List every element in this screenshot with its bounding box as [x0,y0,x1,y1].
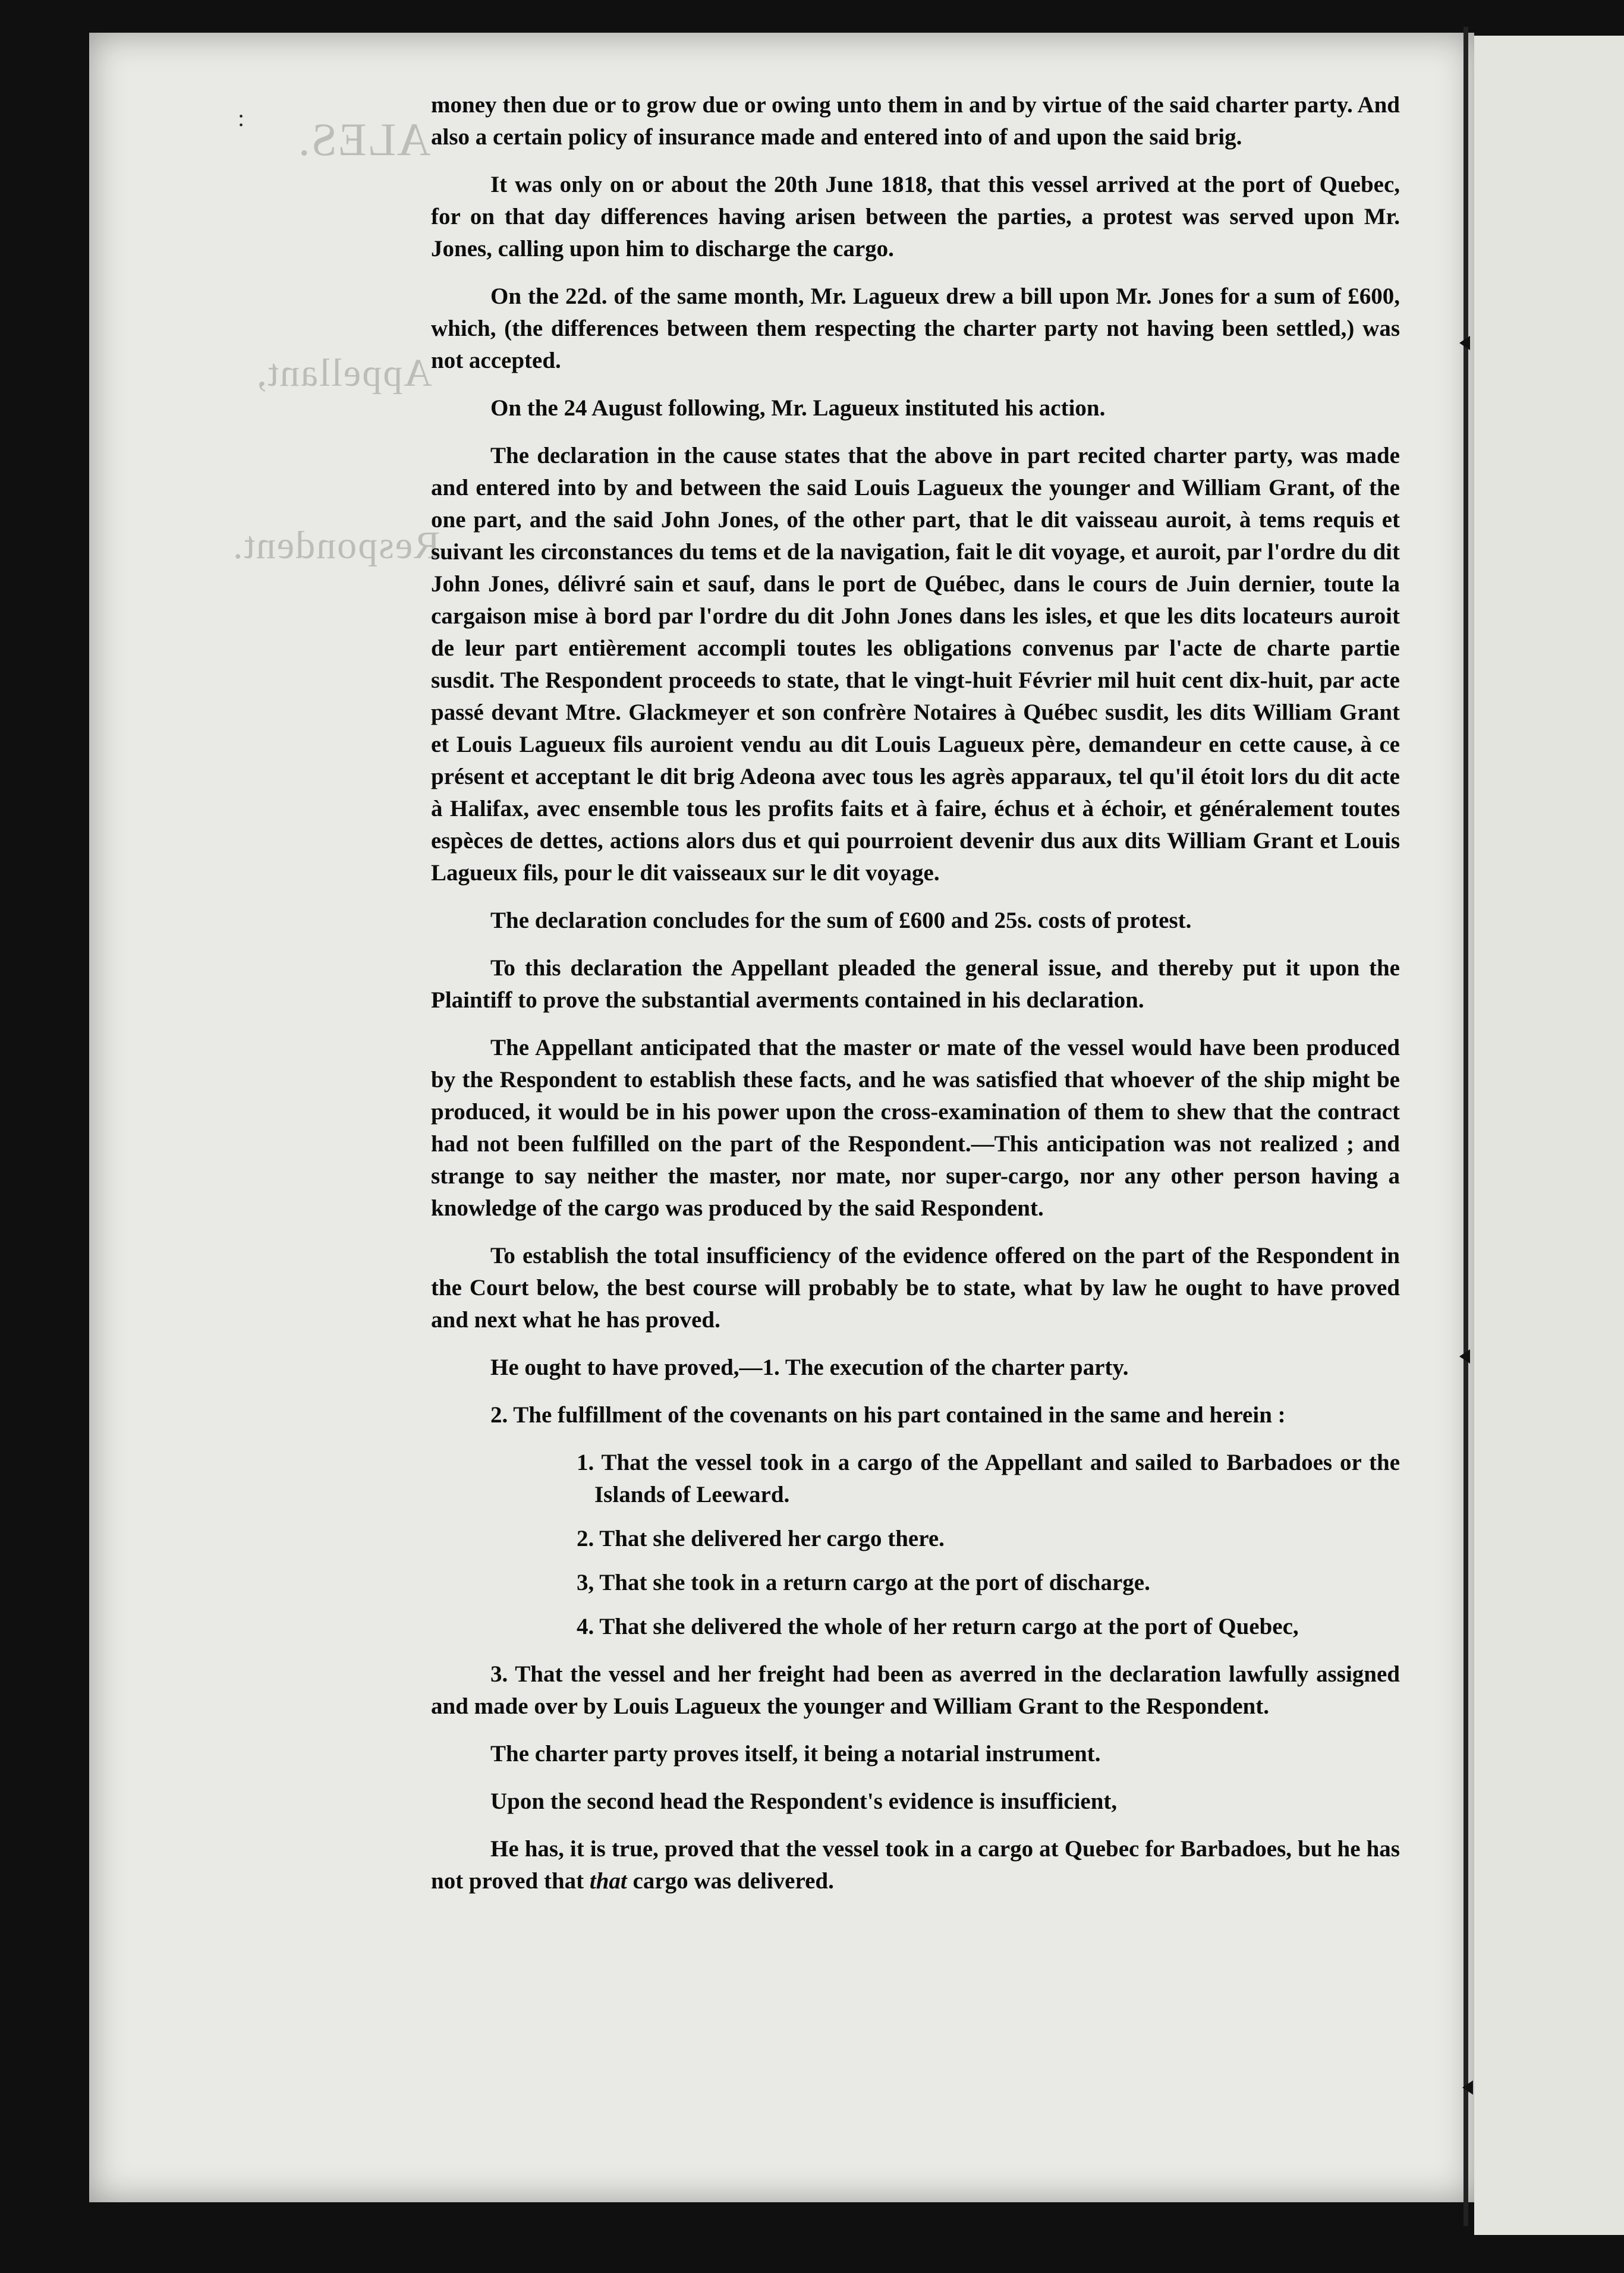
bleed-through-appellant: Appellant, [256,351,432,395]
margin-colon-mark: : [238,105,245,131]
bleed-through-title: ALES. [297,114,431,165]
gutter-arrow-marker [1462,2080,1473,2095]
gutter-arrow-marker [1459,336,1470,350]
paragraph: On the 22d. of the same month, Mr. Lagueux drew a bill upon Mr. Jones for a sum of £600, which, (the differences between them respecting the charter party not having been settled,) was not accepted. [431,284,1400,373]
paragraph: 2. The fulfillment of the covenants on his part contained in the same and herein : [490,1402,1286,1428]
list-item [431,1611,1400,1643]
paragraph: The Appellant anticipated that the master or mate of the vessel would have been produced by the Respondent to establish these facts, and he was satisfied that whoever of the ship might be produced, it would be in his power upon the cross-examination of them to shew that the contract had not been fulfilled on the part of the Respondent.—This anticipation was not realized ; and strange to say neither the master, nor mate, nor super-cargo, nor any other person having a knowledge of the cargo was produced by the said Respondent. [431,1035,1400,1221]
list-item-number: 4. [577,1614,594,1639]
paragraph: To this declaration the Appellant pleaded the general issue, and thereby put it upon the Plaintiff to prove the substantial averments contained in his declaration. [431,955,1400,1013]
paragraph: To establish the total insufficiency of the evidence offered on the part of the Respondent in the Court below, the best course will probably be to state, what by law he ought to have proved and next what he has proved. [431,1243,1400,1333]
list-item-text: That she delivered her cargo there. [599,1526,945,1551]
list-item-text: That she delivered the whole of her return cargo at the port of Quebec, [599,1614,1299,1639]
requirements-list [431,1447,1400,1643]
list-item [431,1447,1400,1511]
paragraph: 3. That the vessel and her freight had been as averred in the declaration lawfully assigned and made over by Louis Lagueux the younger and William Grant to the Respondent. [431,1661,1400,1719]
list-item [431,1567,1400,1599]
list-item-number: 1. [577,1450,594,1475]
list-item-number: 2. [577,1526,594,1551]
paragraph: The declaration concludes for the sum of £600 and 25s. costs of protest. [490,908,1192,933]
list-item-text: That the vessel took in a cargo of the Appellant and sailed to Barbadoes or the Islands of Leeward. [594,1450,1400,1507]
paragraph: It was only on or about the 20th June 1818, that this vessel arrived at the port of Quebec, for on that day differences having arisen between the parties, a protest was served upon Mr. Jones, calling upon him to discharge the cargo. [431,172,1400,262]
bleed-through-respondent: Respondent. [232,524,440,567]
list-item-text: That she took in a return cargo at the port of discharge. [599,1570,1150,1595]
document-body [431,89,1400,1913]
paragraph [431,1833,1400,1897]
final-text-end: cargo was delivered. [627,1868,834,1894]
list-item-number: 3, [577,1570,594,1595]
paragraph: On the 24 August following, Mr. Lagueux instituted his action. [490,395,1106,421]
paragraph: Upon the second head the Respondent's evidence is insufficient, [490,1789,1118,1814]
facing-page-edge [1474,36,1624,2235]
final-text-start: He has, it is true, proved that the vessel took in a cargo at Quebec for Barbadoes, but he has not proved that [431,1836,1400,1894]
emphasized-word: that [589,1868,627,1894]
paragraph: He ought to have proved,—1. The execution of the charter party. [490,1355,1129,1380]
paragraph: money then due or to grow due or owing unto them in and by virtue of the said charter party. And also a certain policy of insurance made and entered into of and upon the said brig. [431,92,1400,150]
paragraph: The charter party proves itself, it being a notarial instrument. [490,1741,1101,1767]
gutter-arrow-marker [1459,1349,1470,1364]
list-item [431,1523,1400,1555]
paragraph: The declaration in the cause states that the above in part recited charter party, was made and entered into by and between the said Louis Lagueux the younger and William Grant, of the one part, and the said John Jones, of the other part, that le dit vaisseau auroit, à tems requis et suivant les circonstances du tems et de la navigation, fait le dit voyage, et auroit, par l'ordre du dit John Jones, délivré sain et sauf, dans le port de Québec, dans le cours de Juin dernier, toute la cargaison mise à bord par l'ordre du dit John Jones dans les isles, et que les dits locateurs auroit de leur part entièrement accompli toutes les obligations convenus par l'acte de charte partie susdit. The Respondent proceeds to state, that le vingt-huit Février mil huit cent dix-huit, par acte passé devant Mtre. Glackmeyer et son confrère Notaires à Québec susdit, les dits William Grant et Louis Lagueux fils auroient vendu au dit Louis Lagueux père, demandeur en cette cause, à ce présent et acceptant le dit brig Adeona avec tous les agrès apparaux, tel qu'il étoit lors du dit acte à Halifax, avec ensemble tous les profits faits et à faire, échus et à échoir, et généralement toutes espèces de dettes, actions alors dus et qui pourroient devenir dus aux dits William Grant et Louis Lagueux fils, pour le dit vaisseaux sur le dit voyage. [431,443,1400,886]
page-gutter [1464,27,1468,2226]
